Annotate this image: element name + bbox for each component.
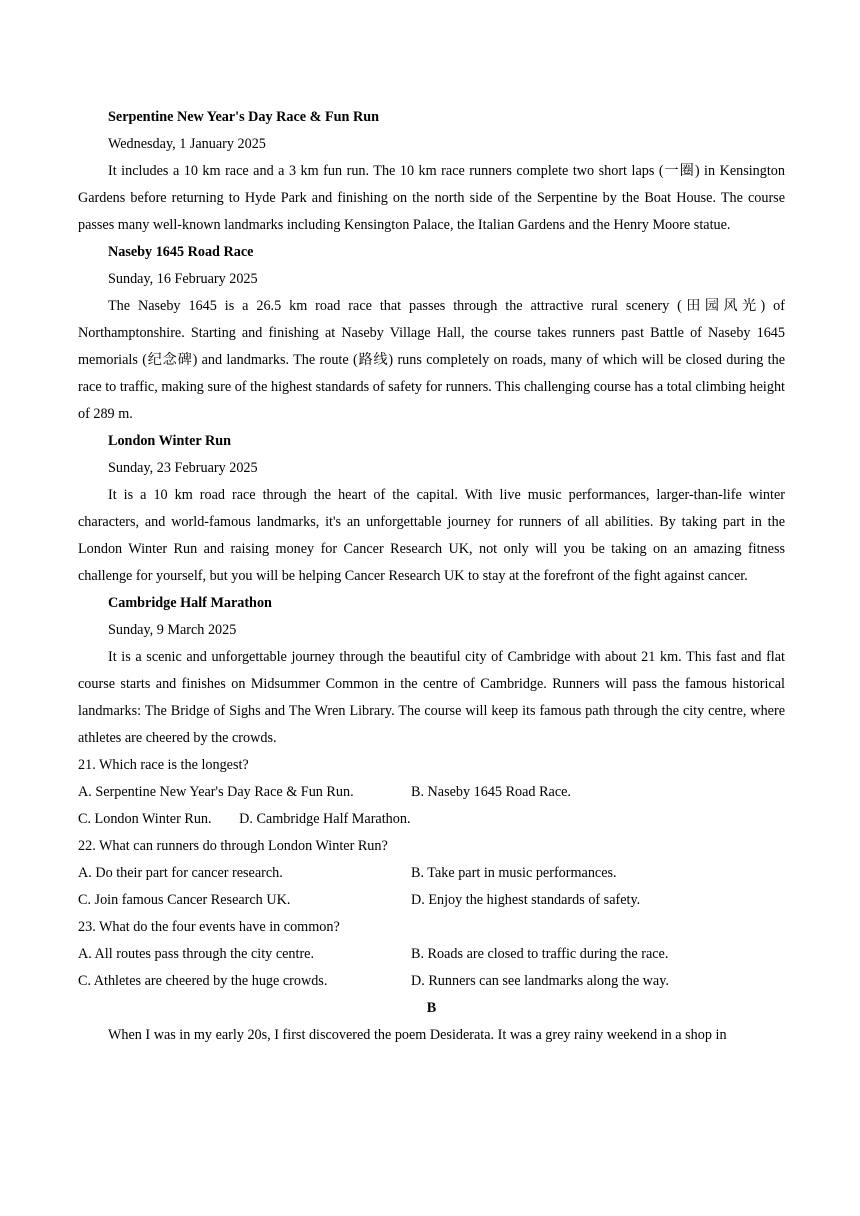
- event-description: It is a scenic and unforgettable journey through the beautiful city of Cambridge with about 21 km. This fast and flat course starts and finishes on Midsummer Common in the centre of Cambridge. Runners will pass the famous historical landmarks: The Bridge of Sighs and The Wren Library. The course will keep its famous path through the city centre, where athletes are cheered by the crowds.: [78, 649, 785, 746]
- event-date: Sunday, 9 March 2025: [108, 622, 237, 638]
- event-description: It is a 10 km road race through the heart of the capital. With live music performances, larger-than-life winter characters, and world-famous landmarks, it's an unforgettable journey for runners of all abilities. By taking part in the London Winter Run and raising money for Cancer Research UK, not only will you be taking on an amazing fitness challenge for yourself, but you will be helping Cancer Research UK to stay at the forefront of the fight against cancer.: [78, 487, 785, 584]
- option-a: A. Serpentine New Year's Day Race & Fun Run.: [78, 784, 354, 800]
- option-row: [78, 968, 785, 995]
- option-a: A. All routes pass through the city centre.: [78, 946, 315, 962]
- option-d: D. Runners can see landmarks along the way.: [411, 973, 669, 989]
- option-b: B. Roads are closed to traffic during the race.: [411, 946, 669, 962]
- option-c: C. London Winter Run.: [78, 811, 212, 827]
- option-c: C. Join famous Cancer Research UK.: [78, 892, 291, 908]
- question-23: [78, 914, 785, 995]
- event-title: Serpentine New Year's Day Race & Fun Run: [108, 109, 379, 125]
- event-title: London Winter Run: [108, 433, 232, 449]
- event-title: Cambridge Half Marathon: [108, 595, 272, 611]
- event-title: Naseby 1645 Road Race: [108, 244, 254, 260]
- option-row: [78, 941, 785, 968]
- option-a: A. Do their part for cancer research.: [78, 865, 283, 881]
- question-stem: 23. What do the four events have in common?: [78, 919, 340, 935]
- document-page: [78, 104, 785, 1049]
- option-row: [78, 860, 785, 887]
- option-row: [78, 806, 785, 833]
- question-stem: 21. Which race is the longest?: [78, 757, 249, 773]
- event-london-winter-run: [78, 428, 785, 590]
- section-b-heading: B: [426, 1000, 437, 1016]
- event-cambridge-half-marathon: [78, 590, 785, 752]
- option-row: [78, 779, 785, 806]
- option-d: D. Enjoy the highest standards of safety.: [411, 892, 641, 908]
- event-date: Sunday, 23 February 2025: [108, 460, 258, 476]
- option-d: D. Cambridge Half Marathon.: [239, 811, 411, 827]
- event-date: Sunday, 16 February 2025: [108, 271, 258, 287]
- event-serpentine: [78, 104, 785, 239]
- question-stem: 22. What can runners do through London Winter Run?: [78, 838, 388, 854]
- option-row: [78, 887, 785, 914]
- event-description: The Naseby 1645 is a 26.5 km road race that passes through the attractive rural scenery (田园风光) of Northamptonshire. Starting and finishing at Naseby Village Hall, the course takes runners past Battle of Naseby 1645 memorials (纪念碑) and landmarks. The route (路线) runs completely on roads, many of which will be closed during the race to traffic, making sure of the highest standards of safety for runners. This challenging course has a total climbing height of 289 m.: [78, 298, 785, 422]
- section-b-first-line: When I was in my early 20s, I first discovered the poem Desiderata. It was a grey rainy weekend in a shop in: [108, 1027, 727, 1043]
- question-21: [78, 752, 785, 833]
- option-b: B. Naseby 1645 Road Race.: [411, 784, 571, 800]
- option-c: C. Athletes are cheered by the huge crowds.: [78, 973, 328, 989]
- event-description: It includes a 10 km race and a 3 km fun run. The 10 km race runners complete two short laps (一圈) in Kensington Gardens before returning to Hyde Park and finishing on the north side of the Serpentine by the Boat House. The course passes many well-known landmarks including Kensington Palace, the Italian Gardens and the Henry Moore statue.: [78, 163, 785, 233]
- question-22: [78, 833, 785, 914]
- event-date: Wednesday, 1 January 2025: [108, 136, 266, 152]
- option-b: B. Take part in music performances.: [411, 865, 617, 881]
- event-naseby: [78, 239, 785, 428]
